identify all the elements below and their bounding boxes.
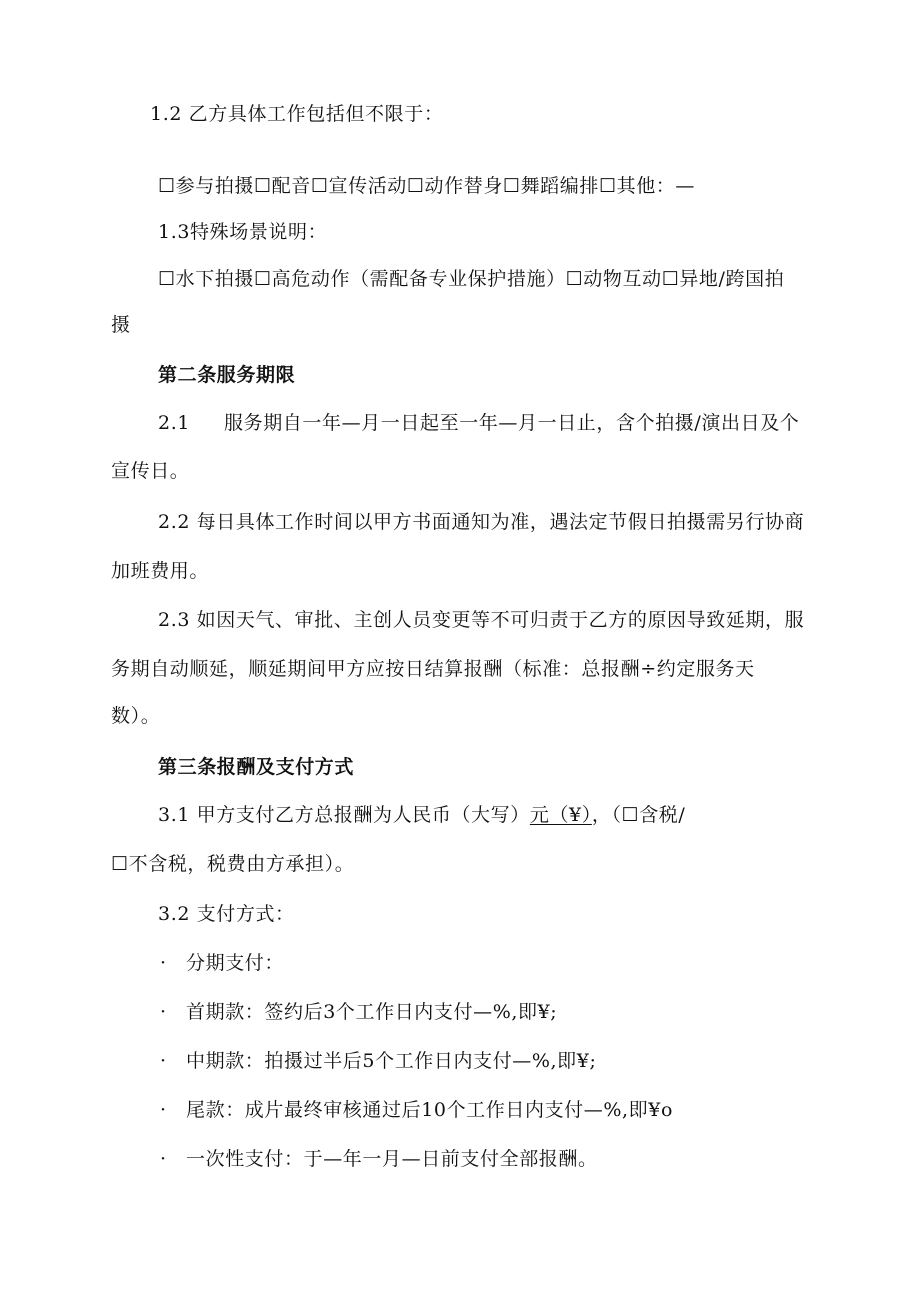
bullet-middle-payment: 中期款：拍摄过半后5个工作日内支付—%,即¥; [186, 1050, 597, 1072]
clause-3-1-prefix: 3.1 甲方支付乙方总报酬为人民币（大写） [158, 804, 530, 826]
clause-2-1-line-1: 服务期自一年—月一日起至一年—月一日止，含个拍摄/演出日及个 [224, 412, 800, 434]
bullet-installment: 分期支付： [186, 952, 285, 974]
clause-3-1-amount-underlined: 元（¥） [529, 804, 592, 826]
clause-1-3: 1.3特殊场景说明： [158, 221, 328, 243]
clause-2-2-line-1: 2.2 每日具体工作时间以甲方书面通知为准，遇法定节假日拍摄需另行协商 [158, 511, 805, 533]
bullet-first-payment: 首期款：签约后3个工作日内支付—%,即¥; [186, 1001, 558, 1023]
bullet-final-payment: 尾款：成片最终审核通过后10个工作日内支付—%,即¥o [186, 1099, 673, 1121]
clause-2-1-number: 2.1 [158, 412, 191, 434]
clause-1-2: 1.2 乙方具体工作包括但不限于： [150, 103, 444, 125]
section-3-heading: 第三条报酬及支付方式 [158, 756, 355, 778]
clause-3-1-line-1 [158, 806, 685, 825]
clause-3-1-line-2: ☐不含税，税费由方承担）。 [111, 853, 355, 875]
bullet-mark: · [160, 1148, 167, 1170]
bullet-lump-sum: 一次性支付：于—年一月—日前支付全部报酬。 [186, 1148, 598, 1170]
bullet-mark: · [160, 1099, 167, 1121]
clause-2-1-line-2: 宣传日。 [111, 460, 190, 482]
section-2-heading: 第二条服务期限 [158, 364, 296, 386]
clause-2-3-line-1: 2.3 如因天气、审批、主创人员变更等不可归责于乙方的原因导致延期，服 [158, 609, 805, 631]
clause-3-2: 3.2 支付方式： [158, 903, 295, 925]
bullet-mark: · [160, 1050, 167, 1072]
clause-1-2-options: ☐参与拍摄☐配音☐宣传活动☐动作替身☐舞蹈编排☐其他：— [158, 175, 696, 197]
clause-3-1-suffix: ，（☐含税/ [591, 804, 686, 826]
clause-1-3-options-line-1: ☐水下拍摄☐高危动作（需配备专业保护措施）☐动物互动☐异地/跨国拍 [158, 268, 785, 290]
bullet-mark: · [160, 1001, 167, 1023]
bullet-mark: · [160, 952, 167, 974]
clause-1-3-options-line-2: 摄 [111, 314, 131, 336]
clause-2-3-line-3: 数）。 [111, 705, 161, 727]
clause-2-3-line-2: 务期自动顺延，顺延期间甲方应按日结算报酬（标准：总报酬÷约定服务天 [111, 658, 755, 680]
clause-2-2-line-2: 加班费用。 [111, 560, 210, 582]
